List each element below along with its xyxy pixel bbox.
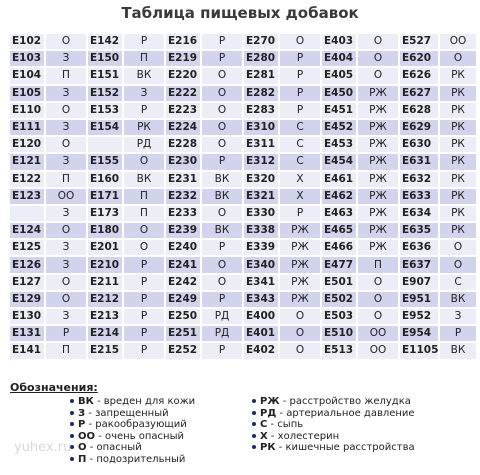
additive-mark: ВК: [124, 68, 164, 83]
additive-mark: Р: [46, 326, 86, 341]
legend-desc: - подозрительный: [86, 453, 186, 465]
additive-mark: О: [46, 292, 86, 307]
additive-mark: РЖ: [358, 103, 398, 118]
additive-code: E477: [322, 257, 356, 272]
additive-code: E214: [88, 326, 122, 341]
additive-code: E201: [88, 240, 122, 255]
additive-code: E125: [10, 240, 44, 255]
additive-mark: РД: [202, 326, 242, 341]
additive-code: E215: [88, 343, 122, 358]
additive-mark: С: [280, 120, 320, 135]
additive-mark: О: [280, 34, 320, 49]
additive-code: E636: [400, 240, 438, 255]
additive-mark: Р: [202, 240, 242, 255]
additive-mark: Р: [124, 343, 164, 358]
watermark: yuhex.ru: [14, 440, 72, 455]
legend-item: [70, 431, 240, 443]
additive-mark: О: [440, 240, 476, 255]
additive-mark: З: [46, 257, 86, 272]
additive-code: E121: [10, 154, 44, 169]
additive-code: E627: [400, 86, 438, 101]
additive-code: E341: [244, 275, 278, 290]
legend-desc: - опасный: [86, 442, 142, 454]
bullet-icon: [70, 411, 74, 415]
table-row: [10, 257, 476, 272]
additive-code: E150: [88, 51, 122, 66]
legend-desc: - расстройство желудка: [279, 396, 411, 407]
additive-code: [10, 206, 44, 221]
additive-code: E635: [400, 223, 438, 238]
bullet-icon: [252, 422, 256, 426]
additive-mark: З: [46, 309, 86, 324]
additive-code: E213: [88, 309, 122, 324]
legend-desc: - сыпь: [267, 419, 304, 431]
additive-mark: Р: [124, 326, 164, 341]
additive-mark: РЖ: [358, 137, 398, 152]
additive-code: E954: [400, 326, 438, 341]
additive-mark: РЖ: [280, 240, 320, 255]
table-row: [10, 240, 476, 255]
additive-mark: П: [46, 343, 86, 358]
additive-code: E124: [10, 223, 44, 238]
additive-mark: РЖ: [280, 223, 320, 238]
additive-mark: РК: [440, 103, 476, 118]
additive-code: E222: [166, 86, 200, 101]
additive-mark: О: [358, 34, 398, 49]
additive-code: E330: [244, 206, 278, 221]
additive-code: E171: [88, 189, 122, 204]
additive-mark: РК: [124, 120, 164, 135]
additive-mark: З: [46, 206, 86, 221]
legend-abbr: РД: [260, 407, 277, 419]
additive-mark: Р: [124, 292, 164, 307]
additive-mark: РЖ: [358, 223, 398, 238]
additive-mark: О: [280, 326, 320, 341]
additive-mark: О: [440, 51, 476, 66]
additive-code: E466: [322, 240, 356, 255]
additive-code: E503: [322, 309, 356, 324]
additive-code: E173: [88, 206, 122, 221]
bullet-icon: [70, 457, 74, 461]
additive-code: E450: [322, 86, 356, 101]
additive-code: E629: [400, 120, 438, 135]
additive-code: E340: [244, 257, 278, 272]
additive-mark: П: [124, 189, 164, 204]
additive-code: E311: [244, 137, 278, 152]
legend-desc: - вреден для кожи: [93, 396, 196, 407]
additive-code: E513: [322, 343, 356, 358]
additive-code: E131: [10, 326, 44, 341]
additive-mark: С: [280, 137, 320, 152]
additive-code: E633: [400, 189, 438, 204]
additive-mark: ОО: [358, 343, 398, 358]
legend-desc: - очень опасный: [95, 430, 184, 442]
additive-code: E232: [166, 189, 200, 204]
legend-item: [70, 396, 240, 408]
legend-item: [70, 408, 240, 420]
legend: [10, 381, 470, 466]
additives-table: [8, 32, 478, 361]
bullet-icon: [252, 434, 256, 438]
additive-mark: О: [202, 103, 242, 118]
additive-code: E343: [244, 292, 278, 307]
additive-mark: З: [46, 51, 86, 66]
legend-abbr: З: [78, 407, 86, 419]
additive-code: E102: [10, 34, 44, 49]
additive-code: E907: [400, 275, 438, 290]
legend-desc: - кишечные расстройства: [275, 442, 415, 454]
additive-code: E110: [10, 103, 44, 118]
additive-code: E249: [166, 292, 200, 307]
page-title: Таблица пищевых добавок: [121, 4, 359, 22]
additive-code: E321: [244, 189, 278, 204]
bullet-icon: [70, 399, 74, 403]
additive-mark: Р: [124, 34, 164, 49]
additive-code: E403: [322, 34, 356, 49]
additive-mark: РД: [124, 137, 164, 152]
additive-mark: О: [440, 257, 476, 272]
legend-desc: - запрещенный: [85, 407, 169, 419]
table-row: [10, 223, 476, 238]
additive-mark: З: [440, 309, 476, 324]
additive-code: E281: [244, 68, 278, 83]
bullet-icon: [70, 445, 74, 449]
table-row: [10, 120, 476, 135]
additive-code: E210: [88, 257, 122, 272]
additive-mark: О: [202, 86, 242, 101]
additive-code: E152: [88, 86, 122, 101]
additive-code: E219: [166, 51, 200, 66]
additive-mark: Р: [280, 86, 320, 101]
additive-code: E637: [400, 257, 438, 272]
additive-code: E620: [400, 51, 438, 66]
additive-mark: О: [124, 154, 164, 169]
additive-code: E251: [166, 326, 200, 341]
additive-mark: ОО: [440, 34, 476, 49]
additive-mark: О: [202, 68, 242, 83]
additive-code: E224: [166, 120, 200, 135]
additive-code: E405: [322, 68, 356, 83]
additive-mark: ВК: [124, 172, 164, 187]
table-row: [10, 103, 476, 118]
additive-code: E105: [10, 86, 44, 101]
additive-code: E153: [88, 103, 122, 118]
legend-desc: - артериальное давление: [276, 407, 415, 419]
additive-code: E632: [400, 172, 438, 187]
additive-mark: Р: [280, 51, 320, 66]
additive-code: E155: [88, 154, 122, 169]
additive-mark: ВК: [202, 189, 242, 204]
additive-code: E320: [244, 172, 278, 187]
additive-code: E283: [244, 103, 278, 118]
additive-code: E339: [244, 240, 278, 255]
additive-code: E952: [400, 309, 438, 324]
additive-mark: О: [202, 257, 242, 272]
additive-mark: О: [358, 309, 398, 324]
additive-mark: РЖ: [280, 292, 320, 307]
additive-code: E180: [88, 223, 122, 238]
legend-item: [252, 442, 415, 454]
additive-mark: О: [46, 275, 86, 290]
additive-code: E282: [244, 86, 278, 101]
additive-mark: Р: [124, 103, 164, 118]
additive-mark: ВК: [440, 343, 476, 358]
additive-code: E454: [322, 154, 356, 169]
additive-mark: П: [46, 172, 86, 187]
additive-mark: Х: [280, 189, 320, 204]
table-row: [10, 206, 476, 221]
additive-mark: РД: [202, 309, 242, 324]
additive-code: E223: [166, 103, 200, 118]
additive-code: E338: [244, 223, 278, 238]
additive-code: E120: [10, 137, 44, 152]
table-row: [10, 189, 476, 204]
additive-code: E239: [166, 223, 200, 238]
additive-code: E123: [10, 189, 44, 204]
legend-desc: - ракообразующий: [85, 419, 187, 431]
additive-code: E270: [244, 34, 278, 49]
table-row: [10, 51, 476, 66]
additive-code: E231: [166, 172, 200, 187]
additive-code: E462: [322, 189, 356, 204]
table-row: [10, 292, 476, 307]
additive-code: E160: [88, 172, 122, 187]
additive-code: E252: [166, 343, 200, 358]
additive-mark: Р: [202, 154, 242, 169]
additive-code: E527: [400, 34, 438, 49]
additive-code: E151: [88, 68, 122, 83]
legend-item: [70, 442, 240, 454]
additive-mark: ОО: [358, 326, 398, 341]
legend-abbr: Х: [260, 430, 268, 442]
additive-code: E220: [166, 68, 200, 83]
additive-code: E463: [322, 206, 356, 221]
table-row: [10, 309, 476, 324]
additive-code: E241: [166, 257, 200, 272]
legend-abbr: Р: [78, 419, 86, 431]
additive-mark: Р: [280, 206, 320, 221]
additive-mark: О: [124, 223, 164, 238]
additive-code: E228: [166, 137, 200, 152]
additive-mark: РК: [440, 172, 476, 187]
additive-mark: Р: [124, 309, 164, 324]
table-row: [10, 86, 476, 101]
additive-mark: РЖ: [358, 86, 398, 101]
additive-code: E951: [400, 292, 438, 307]
additive-mark: З: [124, 86, 164, 101]
additive-code: E461: [322, 172, 356, 187]
additive-code: E211: [88, 275, 122, 290]
table-row: [10, 154, 476, 169]
additive-code: E400: [244, 309, 278, 324]
additive-code: E154: [88, 120, 122, 135]
additive-mark: О: [358, 292, 398, 307]
table-row: [10, 68, 476, 83]
bullet-icon: [70, 422, 74, 426]
additive-mark: З: [46, 86, 86, 101]
additive-mark: РК: [440, 223, 476, 238]
bullet-icon: [252, 399, 256, 403]
legend-abbr: С: [260, 419, 268, 431]
legend-abbr: ОО: [78, 430, 96, 442]
additive-mark: РК: [440, 206, 476, 221]
additive-code: [88, 137, 122, 152]
additive-mark: О: [280, 309, 320, 324]
additive-mark: РК: [440, 86, 476, 101]
additive-code: E631: [400, 154, 438, 169]
additive-mark: Р: [202, 292, 242, 307]
additive-mark: О: [202, 206, 242, 221]
additive-code: E451: [322, 103, 356, 118]
additive-mark: О: [358, 68, 398, 83]
additive-mark: О: [46, 103, 86, 118]
additive-mark: З: [46, 154, 86, 169]
additive-mark: О: [202, 120, 242, 135]
additive-mark: Р: [202, 34, 242, 49]
table-row: [10, 275, 476, 290]
additive-mark: О: [202, 137, 242, 152]
additive-mark: Х: [280, 172, 320, 187]
legend-abbr: РК: [260, 442, 276, 454]
additive-code: E103: [10, 51, 44, 66]
additive-mark: Р: [202, 343, 242, 358]
additive-mark: О: [280, 343, 320, 358]
table-row: [10, 172, 476, 187]
additive-code: E122: [10, 172, 44, 187]
additive-mark: Р: [440, 326, 476, 341]
additive-mark: РЖ: [358, 240, 398, 255]
additive-code: E404: [322, 51, 356, 66]
additive-code: E310: [244, 120, 278, 135]
additive-code: E212: [88, 292, 122, 307]
legend-abbr: РЖ: [260, 396, 280, 407]
additive-mark: РЖ: [358, 189, 398, 204]
legend-item: [252, 408, 415, 420]
additive-mark: О: [202, 275, 242, 290]
legend-right-column: [252, 396, 415, 466]
legend-item: [70, 454, 240, 466]
additive-mark: РЖ: [280, 275, 320, 290]
table-row: [10, 343, 476, 358]
additive-code: E230: [166, 154, 200, 169]
additive-mark: ВК: [202, 172, 242, 187]
additive-mark: РК: [440, 68, 476, 83]
additive-mark: З: [46, 240, 86, 255]
additive-code: E233: [166, 206, 200, 221]
additive-code: E104: [10, 68, 44, 83]
legend-item: [252, 419, 415, 431]
legend-item: [252, 431, 415, 443]
additive-mark: П: [46, 68, 86, 83]
additive-mark: РК: [440, 137, 476, 152]
table-row: [10, 137, 476, 152]
additive-code: E130: [10, 309, 44, 324]
legend-abbr: П: [78, 453, 87, 465]
additive-code: E111: [10, 120, 44, 135]
additive-mark: О: [358, 51, 398, 66]
additive-mark: РЖ: [358, 154, 398, 169]
additive-mark: ОО: [46, 189, 86, 204]
additive-mark: ВК: [202, 223, 242, 238]
bullet-icon: [252, 445, 256, 449]
table-row: [10, 34, 476, 49]
additive-mark: Р: [280, 103, 320, 118]
additive-mark: П: [358, 257, 398, 272]
additive-code: E501: [322, 275, 356, 290]
additive-code: E465: [322, 223, 356, 238]
additive-mark: С: [280, 154, 320, 169]
additive-mark: О: [358, 275, 398, 290]
additive-mark: О: [46, 34, 86, 49]
additive-code: E401: [244, 326, 278, 341]
additive-code: E630: [400, 137, 438, 152]
additive-mark: С: [440, 275, 476, 290]
additive-code: E240: [166, 240, 200, 255]
additive-mark: РЖ: [358, 206, 398, 221]
legend-abbr: О: [78, 442, 87, 454]
additive-mark: П: [124, 206, 164, 221]
additive-mark: Р: [124, 257, 164, 272]
additive-mark: РК: [440, 154, 476, 169]
table-row: [10, 326, 476, 341]
additive-code: E1105: [400, 343, 438, 358]
legend-item: [252, 396, 415, 408]
additive-code: E453: [322, 137, 356, 152]
legend-desc: - холестерин: [267, 430, 340, 442]
additive-code: E250: [166, 309, 200, 324]
additive-code: E626: [400, 68, 438, 83]
additive-code: E452: [322, 120, 356, 135]
additive-code: E628: [400, 103, 438, 118]
additive-mark: З: [46, 120, 86, 135]
additive-code: E242: [166, 275, 200, 290]
additive-code: E312: [244, 154, 278, 169]
legend-title: Обозначения:: [10, 381, 98, 394]
legend-abbr: ВК: [78, 396, 94, 407]
additive-mark: Р: [202, 51, 242, 66]
additive-mark: РЖ: [358, 120, 398, 135]
additive-code: E216: [166, 34, 200, 49]
additive-mark: ВК: [440, 292, 476, 307]
additive-code: E142: [88, 34, 122, 49]
additive-mark: РЖ: [280, 257, 320, 272]
additive-code: E129: [10, 292, 44, 307]
additive-mark: Р: [280, 68, 320, 83]
additive-mark: РЖ: [358, 172, 398, 187]
additive-code: E141: [10, 343, 44, 358]
additive-code: E127: [10, 275, 44, 290]
additive-code: E126: [10, 257, 44, 272]
additive-code: E634: [400, 206, 438, 221]
additive-code: E502: [322, 292, 356, 307]
additive-mark: О: [124, 240, 164, 255]
legend-item: [70, 419, 240, 431]
legend-left-column: [70, 396, 240, 466]
additive-mark: О: [46, 223, 86, 238]
additive-mark: РК: [440, 189, 476, 204]
additive-mark: П: [124, 51, 164, 66]
additive-code: E510: [322, 326, 356, 341]
additive-mark: РК: [440, 120, 476, 135]
bullet-icon: [252, 411, 256, 415]
additive-code: E280: [244, 51, 278, 66]
bullet-icon: [70, 434, 74, 438]
additive-code: E402: [244, 343, 278, 358]
additive-mark: Р: [124, 275, 164, 290]
additive-mark: О: [46, 137, 86, 152]
